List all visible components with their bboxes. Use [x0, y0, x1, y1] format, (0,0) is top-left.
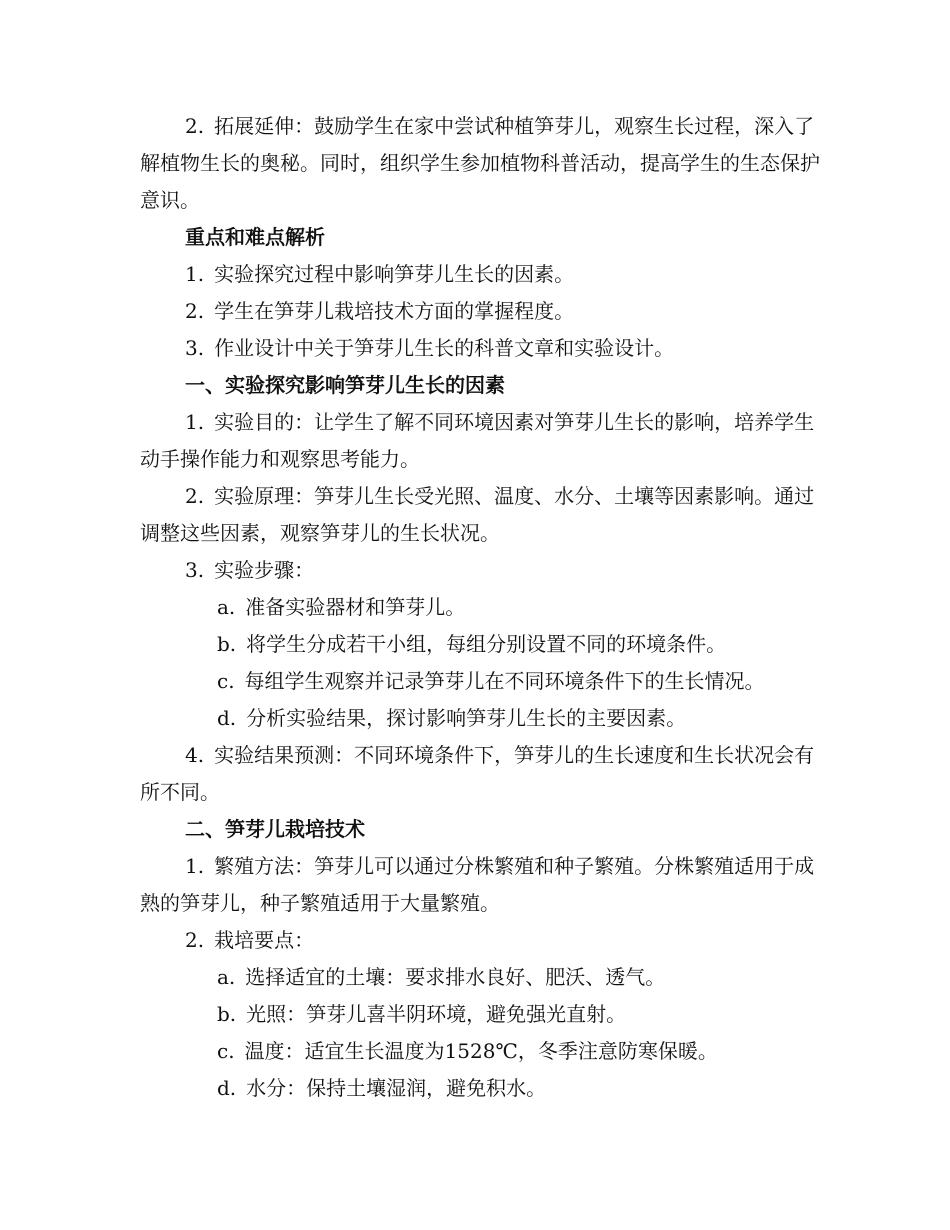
item-number: 4.: [185, 743, 205, 767]
item-number: 3.: [185, 336, 205, 360]
item-text: 实验探究过程中影响笋芽儿生长的因素。: [214, 262, 575, 286]
item-text: 栽培要点：: [214, 928, 315, 952]
section-heading-experiment: 一、实验探究影响笋芽儿生长的因素: [185, 373, 505, 397]
sub-item: [140, 663, 820, 700]
sub-item-letter: d.: [217, 706, 237, 730]
list-item: [140, 922, 820, 959]
item-number: 1.: [185, 262, 205, 286]
sub-item-letter: c.: [217, 669, 235, 693]
sub-item: [140, 959, 820, 996]
section-heading-cultivation: 二、笋芽儿栽培技术: [185, 817, 365, 841]
item-text: 学生在笋芽儿栽培技术方面的掌握程度。: [214, 299, 575, 323]
section-heading-key-points: 重点和难点解析: [185, 225, 325, 249]
item-number: 2.: [185, 114, 205, 138]
sub-item: [140, 626, 820, 663]
sub-item: [140, 1070, 820, 1107]
sub-item-text: 将学生分成若干小组，每组分别设置不同的环境条件。: [246, 632, 727, 656]
list-item: [140, 848, 820, 922]
sub-item: [140, 1033, 820, 1070]
sub-item-letter: d.: [217, 1076, 237, 1100]
sub-item-letter: a.: [217, 965, 236, 989]
list-item: [140, 552, 820, 589]
list-item: [140, 293, 820, 330]
item-text: 实验目的：让学生了解不同环境因素对笋芽儿生长的影响，培养学生动手操作能力和观察思考能力。: [140, 410, 815, 471]
sub-item-text: 温度：适宜生长温度为1528℃，冬季注意防寒保暖。: [244, 1039, 718, 1063]
item-number: 2.: [185, 484, 205, 508]
list-item: [140, 737, 820, 811]
item-number: 2.: [185, 299, 205, 323]
sub-item-text: 分析实验结果，探讨影响笋芽儿生长的主要因素。: [246, 706, 687, 730]
sub-item-letter: a.: [217, 595, 236, 619]
paragraph-text: 拓展延伸：鼓励学生在家中尝试种植笋芽儿，观察生长过程，深入了解植物生长的奥秘。同时，组织学生参加植物科普活动，提高学生的生态保护意识。: [140, 114, 820, 212]
item-number: 2.: [185, 928, 205, 952]
item-number: 1.: [185, 854, 205, 878]
sub-item-text: 准备实验器材和笋芽儿。: [245, 595, 466, 619]
item-number: 1.: [185, 410, 205, 434]
list-item: [140, 256, 820, 293]
sub-item-text: 每组学生观察并记录笋芽儿在不同环境条件下的生长情况。: [244, 669, 765, 693]
list-item: [140, 478, 820, 552]
item-text: 实验结果预测：不同环境条件下，笋芽儿的生长速度和生长状况会有所不同。: [140, 743, 815, 804]
document-body: [140, 108, 820, 1107]
sub-item-letter: b.: [217, 632, 237, 656]
sub-item-letter: b.: [217, 1002, 237, 1026]
item-text: 作业设计中关于笋芽儿生长的科普文章和实验设计。: [214, 336, 675, 360]
paragraph-extension: [140, 108, 820, 219]
item-text: 实验步骤：: [214, 558, 315, 582]
sub-item: [140, 996, 820, 1033]
item-text: 实验原理：笋芽儿生长受光照、温度、水分、土壤等因素影响。通过调整这些因素，观察笋芽儿的生长状况。: [140, 484, 815, 545]
sub-item-text: 选择适宜的土壤：要求排水良好、肥沃、透气。: [245, 965, 666, 989]
sub-item-text: 水分：保持土壤湿润，避免积水。: [246, 1076, 547, 1100]
item-text: 繁殖方法：笋芽儿可以通过分株繁殖和种子繁殖。分株繁殖适用于成熟的笋芽儿，种子繁殖适用于大量繁殖。: [140, 854, 815, 915]
list-item: [140, 330, 820, 367]
list-item: [140, 404, 820, 478]
sub-item: [140, 589, 820, 626]
sub-item: [140, 700, 820, 737]
item-number: 3.: [185, 558, 205, 582]
sub-item-text: 光照：笋芽儿喜半阴环境，避免强光直射。: [246, 1002, 627, 1026]
sub-item-letter: c.: [217, 1039, 235, 1063]
